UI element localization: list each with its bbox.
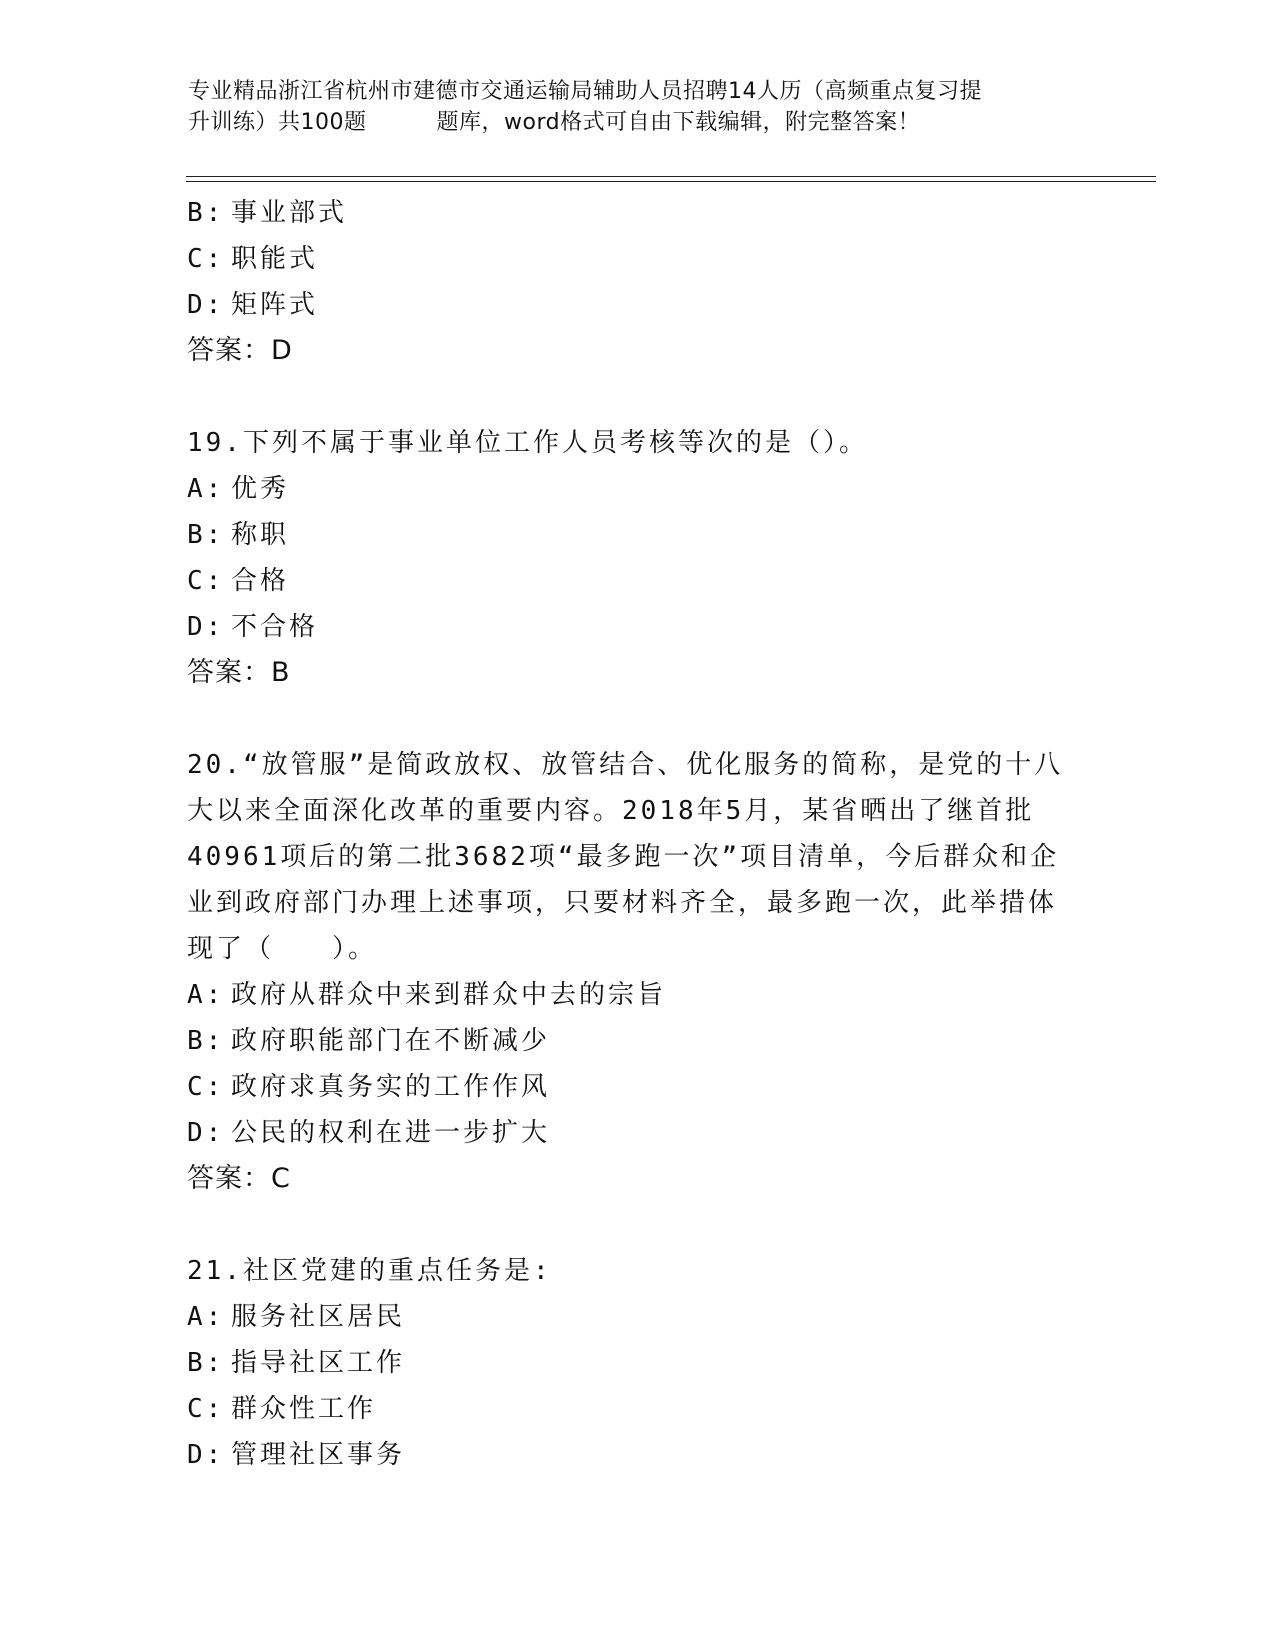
option-label: A:	[187, 474, 225, 504]
option-b	[187, 1340, 1087, 1386]
header-line-2-start: 升训练）共100题	[188, 110, 367, 135]
option-b	[187, 1018, 1087, 1064]
answer: 答案：C	[187, 1163, 291, 1194]
option-label: B:	[187, 1348, 225, 1378]
header-divider-bottom	[186, 181, 1156, 182]
option-label: D:	[187, 1440, 225, 1470]
page-header	[188, 76, 1068, 138]
header-line-2	[188, 107, 1068, 138]
option-label: D:	[187, 1118, 225, 1148]
question-list	[187, 190, 1087, 1478]
option-text: 服务社区居民	[231, 1302, 406, 1332]
option-text: 指导社区工作	[231, 1348, 406, 1378]
question-stem-line: 大以来全面深化改革的重要内容。2018年5月，某省晒出了继首批	[187, 796, 1035, 826]
question-20	[187, 742, 1087, 1202]
question-stem-line: 20.“放管服”是简政放权、放管结合、优化服务的简称，是党的十八	[187, 750, 1064, 780]
option-b	[187, 190, 1087, 236]
option-label: B:	[187, 198, 225, 228]
option-label: C:	[187, 1394, 225, 1424]
option-a	[187, 1294, 1087, 1340]
question-stem-line: 业到政府部门办理上述事项，只要材料齐全，最多跑一次，此举措体	[187, 888, 1058, 918]
option-c	[187, 558, 1087, 604]
option-label: A:	[187, 1302, 225, 1332]
option-text: 优秀	[231, 474, 290, 504]
answer: 答案：B	[187, 657, 291, 688]
option-d	[187, 1110, 1087, 1156]
option-c	[187, 1386, 1087, 1432]
question-stem-line: 现了（ ）。	[187, 934, 378, 964]
option-text: 政府职能部门在不断减少	[231, 1026, 551, 1056]
option-d	[187, 1432, 1087, 1478]
option-label: D:	[187, 612, 225, 642]
question-stem: 21.社区党建的重点任务是:	[187, 1256, 552, 1286]
option-label: A:	[187, 980, 225, 1010]
option-a	[187, 466, 1087, 512]
header-line-2-end: 题库，word格式可自由下载编辑，附完整答案！	[436, 110, 921, 135]
option-label: B:	[187, 520, 225, 550]
question-19	[187, 420, 1087, 696]
option-text: 职能式	[231, 244, 319, 274]
option-c	[187, 236, 1087, 282]
option-d	[187, 282, 1087, 328]
option-text: 群众性工作	[231, 1394, 377, 1424]
option-text: 事业部式	[231, 198, 348, 228]
header-line-1: 专业精品浙江省杭州市建德市交通运输局辅助人员招聘14人历（高频重点复习提	[188, 79, 982, 104]
option-label: C:	[187, 566, 225, 596]
answer: 答案：D	[187, 335, 293, 366]
option-text: 管理社区事务	[231, 1440, 406, 1470]
option-label: D:	[187, 290, 225, 320]
question-stem-line: 40961项后的第二批3682项“最多跑一次”项目清单，今后群众和企	[187, 842, 1060, 872]
question-stem: 19.下列不属于事业单位工作人员考核等次的是（）。	[187, 428, 868, 458]
option-label: C:	[187, 244, 225, 274]
question-18-tail	[187, 190, 1087, 374]
option-b	[187, 512, 1087, 558]
option-label: C:	[187, 1072, 225, 1102]
option-text: 公民的权利在进一步扩大	[231, 1118, 551, 1148]
option-text: 称职	[231, 520, 290, 550]
option-label: B:	[187, 1026, 225, 1056]
option-text: 政府求真务实的工作作风	[231, 1072, 551, 1102]
option-c	[187, 1064, 1087, 1110]
option-text: 合格	[231, 566, 290, 596]
option-text: 政府从群众中来到群众中去的宗旨	[231, 980, 667, 1010]
option-d	[187, 604, 1087, 650]
option-text: 不合格	[231, 612, 319, 642]
option-text: 矩阵式	[231, 290, 319, 320]
header-divider-top	[186, 176, 1156, 177]
question-21	[187, 1248, 1087, 1478]
option-a	[187, 972, 1087, 1018]
